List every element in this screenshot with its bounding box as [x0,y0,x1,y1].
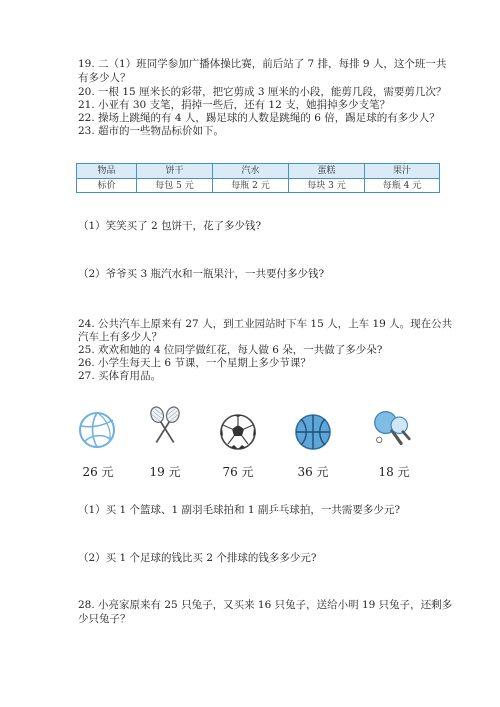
question-27: 27. 买体育用品。 [78,370,162,382]
ping-pong-paddles-icon [372,408,412,448]
volleyball-icon [77,410,117,450]
price-table [76,163,440,193]
question-24-line-1: 24. 公共汽车上原来有 27 人，到工业园站时下车 15 人，上车 19 人。现在公共 [78,318,453,330]
question-23-part-2: （2）爷爷买 3 瓶汽水和一瓶果汁，一共要付多少钱? [78,268,325,280]
question-19-line-1: 19. 二（1）班同学参加广播体操比赛，前后站了 7 排，每排 9 人，这个班一共 [78,58,447,70]
ping-pong-paddles-price: 18 元 [378,465,410,479]
badminton-rackets-icon [145,406,185,446]
question-27-part-1: （1）买 1 个篮球、1 副羽毛球拍和 1 副乒乓球拍，一共需要多少元? [78,504,401,516]
price-table-header-row [77,164,439,179]
soccer-ball-icon [218,412,258,452]
table-cell: 每块 3 元 [289,179,365,193]
table-header-cell: 汽水 [213,164,289,178]
table-cell: 每瓶 4 元 [382,181,422,191]
question-25: 25. 欢欢和她的 4 位同学做红花，每人做 6 朵，一共做了多少朵? [78,344,383,356]
question-20: 20. 一根 15 厘米长的彩带，把它剪成 3 厘米的小段，能剪几段，需要剪几次？ [78,86,447,98]
badminton-rackets-price: 19 元 [149,465,181,479]
table-header-cell: 蛋糕 [289,164,365,178]
question-24-line-2: 汽车上有多少人？ [78,331,162,343]
soccer-ball-price: 76 元 [222,465,254,479]
question-28-line-1: 28. 小亮家原来有 25 只兔子，又买来 16 只兔子，送给小明 19 只兔子，还剩多 [78,599,453,611]
question-23: 23. 超市的一些物品标价如下。 [78,125,225,137]
question-22: 22. 操场上跳绳的有 4 人，踢足球的人数是跳绳的 6 倍，踢足球的有多少人？ [78,112,440,124]
question-28-line-2: 少只兔子？ [78,613,131,625]
table-header-cell: 果汁 [392,166,411,176]
question-26: 26. 小学生每天上 6 节课，一个星期上多少节课？ [78,357,311,369]
table-cell: 每包 5 元 [137,179,213,193]
table-cell: 每瓶 2 元 [213,179,289,193]
volleyball-price: 26 元 [82,465,114,479]
table-header-cell: 饼干 [137,164,213,178]
table-cell: 标价 [77,179,137,193]
question-27-part-2: （2）买 1 个足球的钱比买 2 个排球的钱多多少元? [78,552,317,564]
question-19-line-2: 有多少人？ [78,72,131,84]
question-23-part-1: （1）笑笑买了 2 包饼干，花了多少钱? [78,220,262,232]
basketball-icon [293,412,333,452]
price-table-value-row [77,179,439,193]
basketball-price: 36 元 [297,465,329,479]
question-21: 21. 小亚有 30 支笔，捐掉一些后，还有 12 支，她捐掉多少支笔？ [78,99,391,111]
table-header-cell: 物品 [77,164,137,178]
